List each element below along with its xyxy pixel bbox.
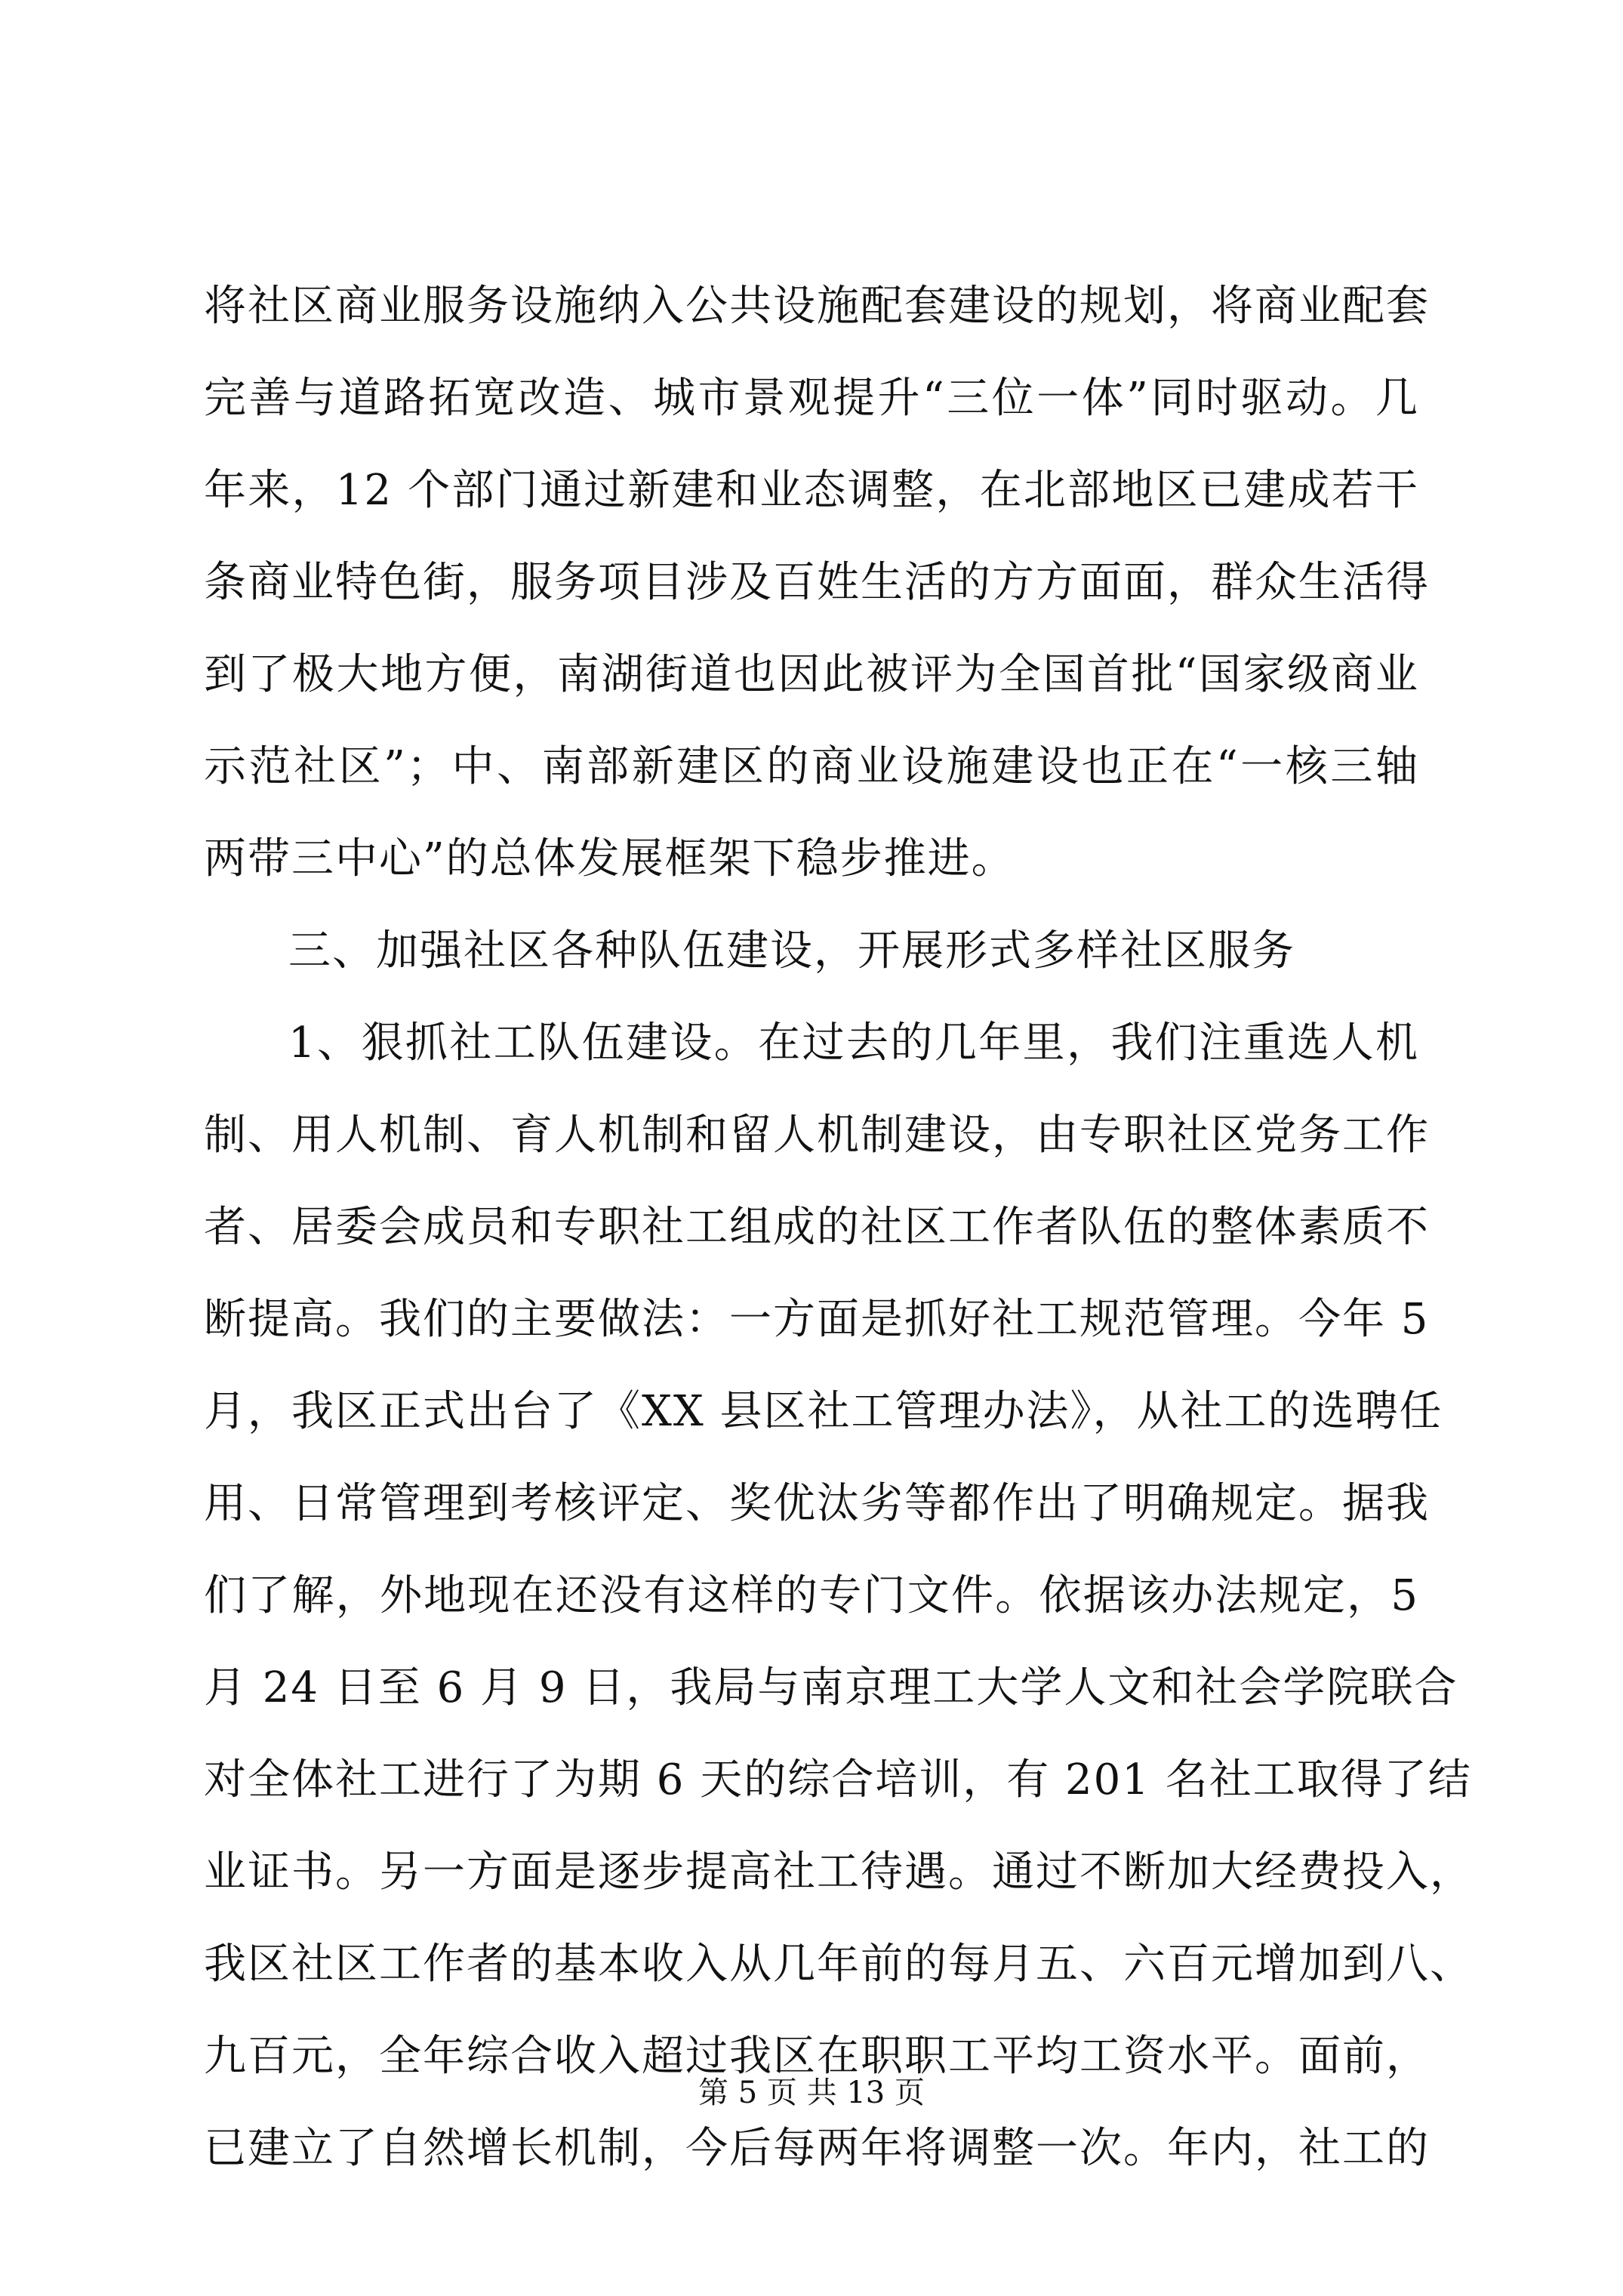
- text-line: 两带三中心”的总体发展框架下稳步推进。: [204, 834, 1015, 883]
- section-heading: 三、加强社区各种队伍建设，开展形式多样社区服务: [288, 926, 1295, 975]
- text-line: 已建立了自然增长机制，今后每两年将调整一次。年内，社工的: [204, 2124, 1430, 2173]
- text-line: 对全体社工进行了为期 6 天的综合培训，有 201 名社工取得了结: [204, 1755, 1472, 1804]
- text-line: 制、用人机制、育人机制和留人机制建设，由专职社区党务工作: [204, 1111, 1430, 1160]
- text-line: 用、日常管理到考核评定、奖优汰劣等都作出了明确规定。据我: [204, 1479, 1430, 1528]
- text-line: 业证书。另一方面是逐步提高社工待遇。通过不断加大经费投入，: [204, 1848, 1474, 1897]
- text-line: 条商业特色街，服务项目涉及百姓生活的方方面面，群众生活得: [204, 558, 1430, 607]
- text-line: 我区社区工作者的基本收入从几年前的每月五、六百元增加到八、: [204, 1940, 1474, 1989]
- text-line: 将社区商业服务设施纳入公共设施配套建设的规划，将商业配套: [204, 282, 1430, 331]
- text-line: 完善与道路拓宽改造、城市景观提升“三位一体”同时驱动。几: [204, 374, 1419, 423]
- text-line: 到了极大地方便，南湖街道也因此被评为全国首批“国家级商业: [204, 650, 1419, 699]
- text-line: 示范社区”；中、南部新建区的商业设施建设也正在“一核三轴: [204, 742, 1419, 791]
- text-line: 断提高。我们的主要做法：一方面是抓好社工规范管理。今年 5: [204, 1295, 1430, 1344]
- text-line: 年来，12 个部门通过新建和业态调整，在北部地区已建成若干: [204, 466, 1419, 515]
- text-line: 们了解，外地现在还没有这样的专门文件。依据该办法规定，5: [204, 1571, 1419, 1620]
- text-line: 月 24 日至 6 月 9 日，我局与南京理工大学人文和社会学院联合: [204, 1663, 1458, 1712]
- text-line: 九百元，全年综合收入超过我区在职职工平均工资水平。面前，: [204, 2032, 1430, 2081]
- text-line: 1、狠抓社工队伍建设。在过去的几年里，我们注重选人机: [288, 1019, 1419, 1068]
- body-text: [204, 260, 1474, 2195]
- text-line: 月，我区正式出台了《XX 县区社工管理办法》，从社工的选聘任: [204, 1387, 1443, 1436]
- text-line: 者、居委会成员和专职社工组成的社区工作者队伍的整体素质不: [204, 1203, 1430, 1252]
- page-footer: 第 5 页 共 13 页: [698, 2076, 925, 2110]
